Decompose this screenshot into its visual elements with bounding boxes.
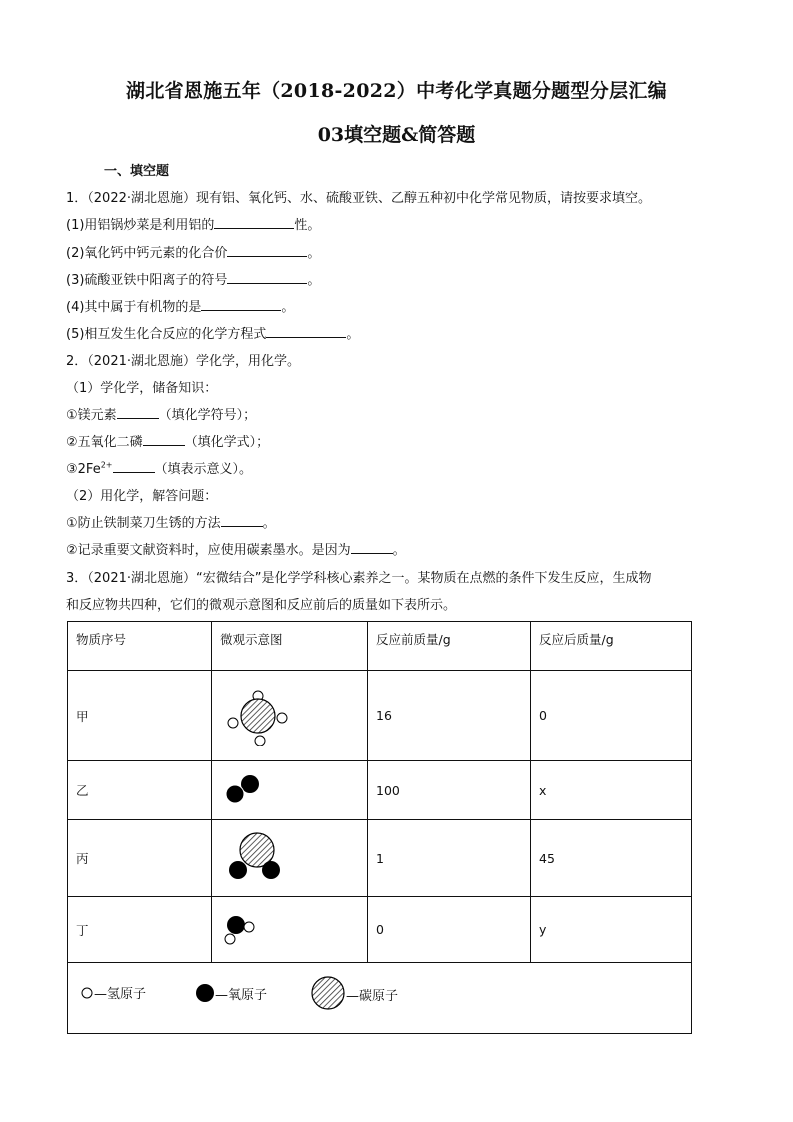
q1-part3: (3)硫酸亚铁中阳离子的符号 。 xyxy=(66,273,321,288)
q3-stem-line2: 和反应物共四种，它们的微观示意图和反应前后的质量如下表所示。 xyxy=(66,598,457,613)
section-heading: 一、填空题 xyxy=(104,164,170,179)
substance-name: 乙 xyxy=(68,761,212,820)
q2-sub1: （1）学化学，储备知识： xyxy=(66,381,218,396)
mass-table xyxy=(67,621,692,1034)
q2-item-c: $③2Fe^{2+}$ （填表示意义）。 xyxy=(66,460,253,477)
answer-blank xyxy=(201,298,281,311)
mass-after: 45 xyxy=(531,820,692,897)
q1-part4: (4)其中属于有机物的是 。 xyxy=(66,300,295,315)
q2-item-d: ①防止铁制菜刀生锈的方法 。 xyxy=(66,516,276,531)
q1-part1: (1)用铝锅炒菜是利用铝的 性。 xyxy=(66,218,321,233)
carbon-atom-icon xyxy=(310,975,346,1011)
legend-hydrogen: —氢原子 xyxy=(80,983,146,1002)
table-header: 微观示意图 xyxy=(212,622,368,671)
hydrogen-atom-icon xyxy=(80,986,94,1000)
document-title: 湖北省恩施五年（2018-2022）中考化学真题分题型分层汇编 xyxy=(126,80,667,102)
answer-blank xyxy=(143,433,185,446)
q3-stem-line1: 3．（2021·湖北恩施）“宏微结合”是化学学科核心素养之一。某物质在点燃的条件下发生反应，生成物 xyxy=(66,571,652,586)
table-row xyxy=(68,761,692,820)
mass-after: x xyxy=(531,761,692,820)
q1-part2: (2)氧化钙中钙元素的化合价 。 xyxy=(66,246,321,261)
oxygen-atom-icon xyxy=(195,983,215,1003)
answer-blank xyxy=(227,244,307,257)
legend-oxygen: —氧原子 xyxy=(195,983,267,1003)
substance-name: 丙 xyxy=(68,820,212,897)
table-row xyxy=(68,820,692,897)
q1-part5: (5)相互发生化合反应的化学方程式 。 xyxy=(66,327,360,342)
mass-before: 16 xyxy=(368,671,531,761)
substance-name: 甲 xyxy=(68,671,212,761)
substance-name: 丁 xyxy=(68,897,212,963)
carbon-dioxide-molecule-icon xyxy=(212,820,368,897)
answer-blank xyxy=(266,325,346,338)
q2-sub2: （2）用化学，解答问题： xyxy=(66,489,218,504)
table-header: 反应后质量/g xyxy=(531,622,692,671)
table-header: 反应前质量/g xyxy=(368,622,531,671)
legend-row xyxy=(68,963,692,1034)
q2-stem: 2．（2021·湖北恩施）学化学，用化学。 xyxy=(66,354,300,369)
answer-blank xyxy=(117,406,159,419)
table-header-row xyxy=(68,622,692,671)
water-molecule-icon xyxy=(212,897,368,963)
legend-carbon: —碳原子 xyxy=(310,975,398,1011)
atom-legend xyxy=(68,963,691,1033)
document-subtitle: 03填空题&简答题 xyxy=(317,124,476,146)
mass-after: y xyxy=(531,897,692,963)
table-row xyxy=(68,671,692,761)
mass-before: 1 xyxy=(368,820,531,897)
q2-item-e: ②记录重要文献资料时，应使用碳素墨水。是因为 。 xyxy=(66,543,406,558)
answer-blank xyxy=(221,514,263,527)
mass-before: 0 xyxy=(368,897,531,963)
q1-stem: 1．（2022·湖北恩施）现有铝、氧化钙、水、硫酸亚铁、乙醇五种初中化学常见物质，请按要求填空。 xyxy=(66,191,651,206)
q2-item-b: ②五氧化二磷 （填化学式）； xyxy=(66,435,270,450)
mass-before: 100 xyxy=(368,761,531,820)
methane-molecule-icon xyxy=(212,671,368,761)
answer-blank xyxy=(214,216,294,229)
mass-after: 0 xyxy=(531,671,692,761)
oxygen-molecule-icon xyxy=(212,761,368,820)
answer-blank xyxy=(351,541,393,554)
answer-blank xyxy=(113,460,155,473)
q2-item-a: ①镁元素 （填化学符号）； xyxy=(66,408,257,423)
table-row xyxy=(68,897,692,963)
table-header: 物质序号 xyxy=(68,622,212,671)
answer-blank xyxy=(227,271,307,284)
